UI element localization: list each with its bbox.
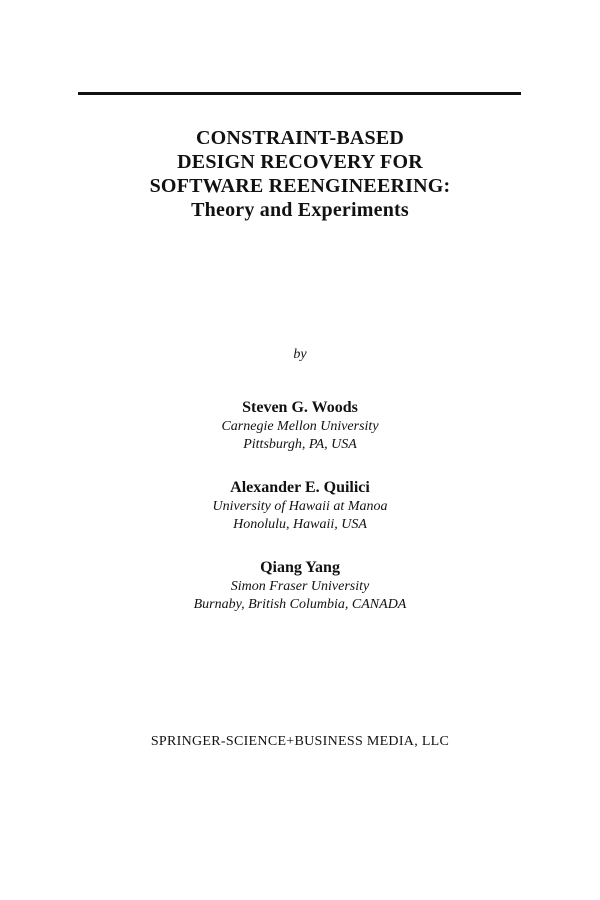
title-line-2: DESIGN RECOVERY FOR: [177, 151, 423, 173]
author-institution: Carnegie Mellon University: [221, 419, 379, 434]
title-line-3: SOFTWARE REENGINEERING:: [149, 175, 451, 197]
author-name: Steven G. Woods: [242, 399, 358, 416]
author-institution: University of Hawaii at Manoa: [212, 499, 388, 514]
top-rule: [78, 92, 521, 95]
author-block-yang: [0, 558, 600, 614]
author-name: Alexander E. Quilici: [230, 479, 370, 496]
author-block-woods: [0, 398, 600, 454]
author-name: Qiang Yang: [260, 559, 340, 576]
book-title: [0, 126, 600, 222]
title-subtitle: Theory and Experiments: [191, 199, 409, 221]
author-block-quilici: [0, 478, 600, 534]
author-institution: Simon Fraser University: [230, 579, 370, 594]
author-location: Honolulu, Hawaii, USA: [233, 517, 367, 532]
by-label: by: [293, 347, 307, 362]
title-line-1: CONSTRAINT-BASED: [195, 127, 405, 149]
author-location: Pittsburgh, PA, USA: [243, 437, 357, 452]
publisher-name: SPRINGER-SCIENCE+BUSINESS MEDIA, LLC: [150, 734, 450, 749]
author-location: Burnaby, British Columbia, CANADA: [193, 597, 407, 612]
